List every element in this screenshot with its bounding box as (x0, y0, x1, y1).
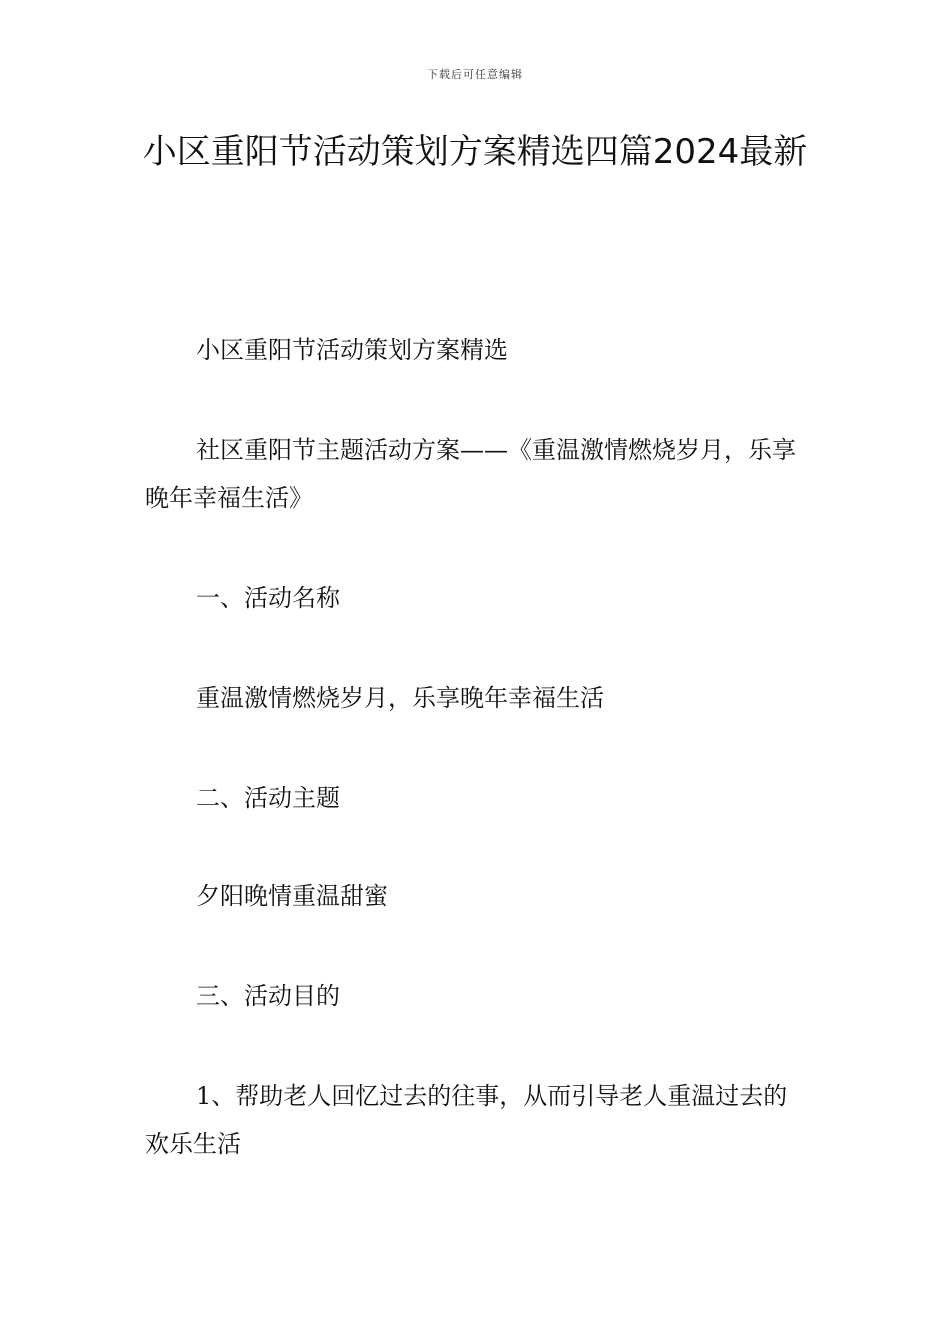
section-heading-activity-theme: 二、活动主题 (196, 784, 340, 812)
paragraph-subtitle: 小区重阳节活动策划方案精选 (196, 336, 508, 364)
paragraph-activity-theme: 夕阳晚情重温甜蜜 (196, 882, 388, 910)
paragraph-program-name: 社区重阳节主题活动方案——《重温激情燃烧岁月，乐享晚年幸福生活》 (145, 436, 796, 512)
section-heading-activity-purpose: 三、活动目的 (196, 982, 340, 1010)
section-heading-activity-name: 一、活动名称 (196, 584, 340, 612)
paragraph-activity-name: 重温激情燃烧岁月，乐享晚年幸福生活 (196, 684, 604, 712)
document-title: 小区重阳节活动策划方案精选四篇2024最新 (142, 132, 808, 172)
paragraph-purpose-item-1: 1、帮助老人回忆过去的往事，从而引导老人重温过去的欢乐生活 (145, 1082, 788, 1158)
header-note: 下载后可任意编辑 (427, 68, 523, 81)
